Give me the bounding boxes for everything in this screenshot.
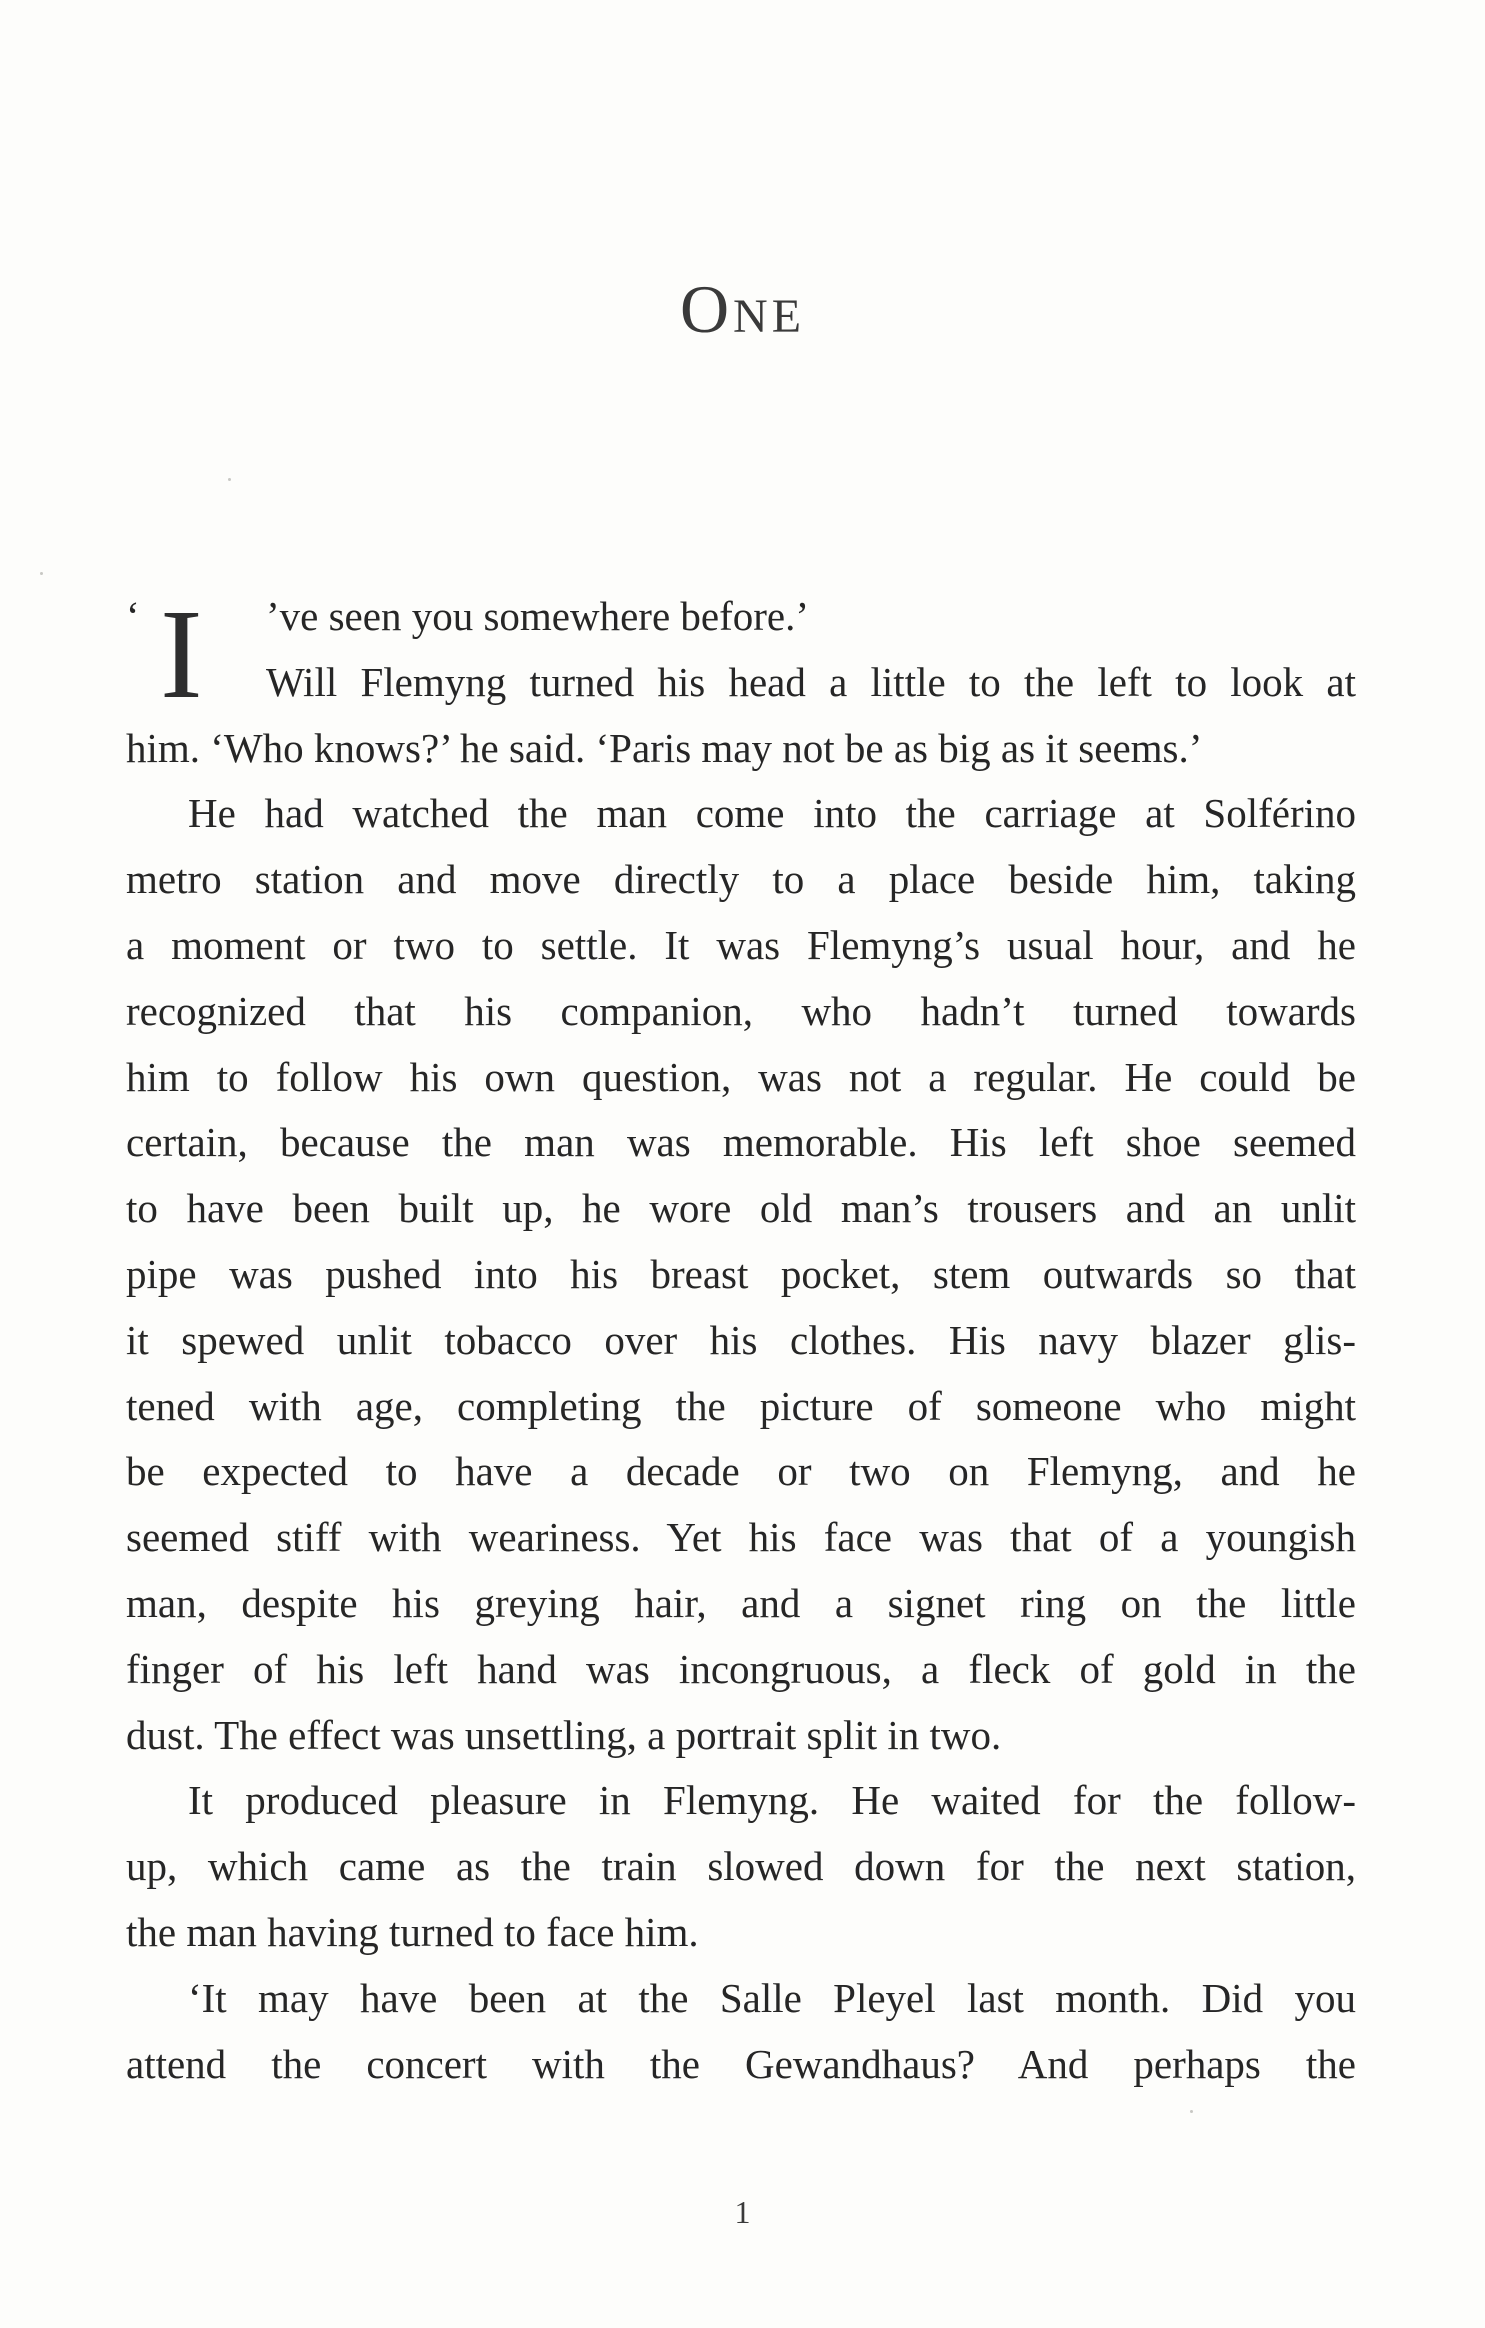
body-text [126, 584, 1356, 2097]
paragraph [126, 1768, 1356, 1965]
opening-paragraph [126, 583, 1356, 725]
text-line: He had watched the man come into the carriage at Solférino [188, 790, 1356, 837]
text-line: seemed stiff with weariness. Yet his face was that of a youngish [126, 1514, 1356, 1561]
chapter-title: One [679, 271, 806, 347]
text-line: it spewed unlit tobacco over his clothes. His navy blazer glis- [126, 1316, 1356, 1363]
text-line: recognized that his companion, who hadn’t turned towards [126, 987, 1356, 1034]
text-line: pipe was pushed into his breast pocket, stem outwards so that [126, 1250, 1356, 1297]
text-line: to have been built up, he wore old man’s trousers and an unlit [126, 1185, 1356, 1232]
text-line: man, despite his greying hair, and a signet ring on the little [126, 1579, 1356, 1626]
drop-cap: I [160, 583, 203, 725]
page-number: 1 [734, 2194, 751, 2230]
text-line: up, which came as the train slowed down for the next station, [126, 1843, 1356, 1890]
opening-quote-mark: ‘ [126, 593, 140, 639]
text-line: a moment or two to settle. It was Flemyng’s usual hour, and he [126, 921, 1356, 968]
text-line: ‘It may have been at the Salle Pleyel last month. Did you [188, 1974, 1356, 2021]
text-line: tened with age, completing the picture of someone who might [126, 1382, 1356, 1429]
text-line: metro station and move directly to a place beside him, taking [126, 856, 1356, 903]
paper-speck [228, 478, 231, 481]
text-line: him. ‘Who knows?’ he said. ‘Paris may not be as big as it seems.’ [126, 724, 1203, 771]
text-line: finger of his left hand was incongruous, a fleck of gold in the [126, 1645, 1356, 1692]
text-line: dust. The effect was unsettling, a portrait split in two. [126, 1711, 1002, 1758]
text-line: certain, because the man was memorable. His left shoe seemed [126, 1119, 1356, 1166]
text-line: be expected to have a decade or two on Flemyng, and he [126, 1448, 1356, 1495]
text-line: the man having turned to face him. [126, 1908, 699, 1955]
paper-speck [40, 572, 43, 575]
paragraph [126, 781, 1356, 1768]
opening-line-2: Will Flemyng turned his head a little to the left to look at [266, 658, 1356, 705]
text-line: It produced pleasure in Flemyng. He waited for the follow- [188, 1777, 1356, 1824]
paragraph [126, 1966, 1356, 2098]
paragraph [126, 716, 1356, 782]
opening-line-1-text: ’ve seen you somewhere before.’ [266, 593, 810, 639]
text-line: him to follow his own question, was not a regular. He could be [126, 1053, 1356, 1100]
text-line: attend the concert with the Gewandhaus? And perhaps the [126, 2040, 1356, 2087]
paragraph-list [126, 716, 1356, 2098]
paper-speck [1190, 2110, 1193, 2113]
